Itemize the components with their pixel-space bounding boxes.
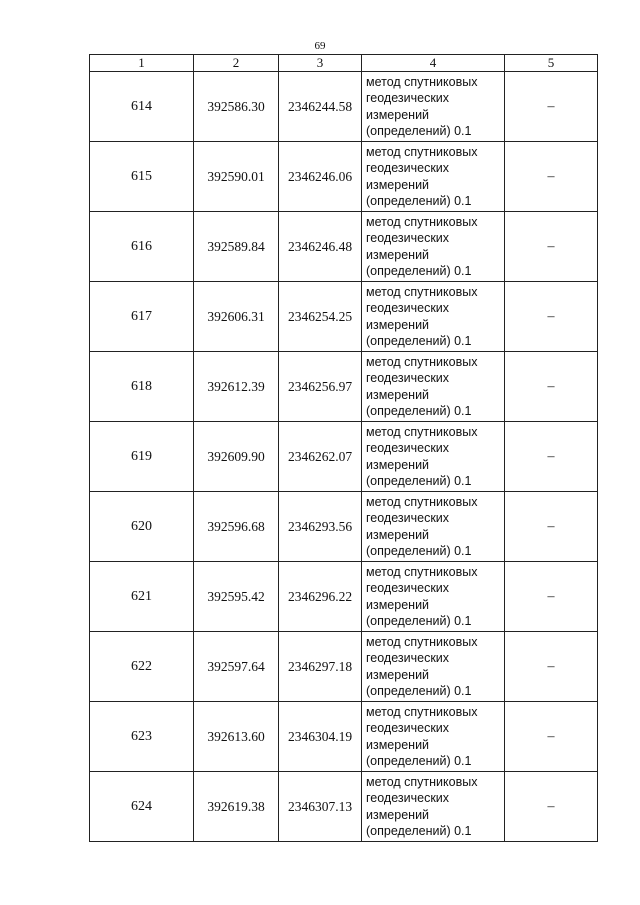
- point-number-cell: 621: [90, 562, 194, 632]
- table-body: [90, 72, 598, 842]
- table-row: [90, 72, 598, 142]
- method-cell: метод спутниковых геодезических измерений (определений) 0.1: [362, 492, 505, 562]
- table-row: [90, 142, 598, 212]
- note-cell: –: [505, 352, 598, 422]
- method-cell: метод спутниковых геодезических измерений (определений) 0.1: [362, 562, 505, 632]
- point-number-cell: 615: [90, 142, 194, 212]
- table-row: [90, 772, 598, 842]
- x-coordinate-cell: 392590.01: [194, 142, 279, 212]
- method-cell: метод спутниковых геодезических измерений (определений) 0.1: [362, 352, 505, 422]
- y-coordinate-cell: 2346246.48: [279, 212, 362, 282]
- x-coordinate-cell: 392612.39: [194, 352, 279, 422]
- point-number-cell: 616: [90, 212, 194, 282]
- method-cell: метод спутниковых геодезических измерений (определений) 0.1: [362, 142, 505, 212]
- note-cell: –: [505, 632, 598, 702]
- y-coordinate-cell: 2346304.19: [279, 702, 362, 772]
- header-row: [90, 55, 598, 72]
- y-coordinate-cell: 2346293.56: [279, 492, 362, 562]
- point-number-cell: 614: [90, 72, 194, 142]
- y-coordinate-cell: 2346246.06: [279, 142, 362, 212]
- point-number-cell: 622: [90, 632, 194, 702]
- table-row: [90, 352, 598, 422]
- table-row: [90, 282, 598, 352]
- y-coordinate-cell: 2346297.18: [279, 632, 362, 702]
- x-coordinate-cell: 392609.90: [194, 422, 279, 492]
- note-cell: –: [505, 702, 598, 772]
- point-number-cell: 620: [90, 492, 194, 562]
- header-col-2: 2: [194, 55, 279, 72]
- note-cell: –: [505, 212, 598, 282]
- y-coordinate-cell: 2346307.13: [279, 772, 362, 842]
- table-row: [90, 212, 598, 282]
- table-row: [90, 422, 598, 492]
- note-cell: –: [505, 142, 598, 212]
- table-row: [90, 702, 598, 772]
- x-coordinate-cell: 392596.68: [194, 492, 279, 562]
- x-coordinate-cell: 392589.84: [194, 212, 279, 282]
- header-col-1: 1: [90, 55, 194, 72]
- method-cell: метод спутниковых геодезических измерений (определений) 0.1: [362, 702, 505, 772]
- x-coordinate-cell: 392597.64: [194, 632, 279, 702]
- table-row: [90, 492, 598, 562]
- y-coordinate-cell: 2346254.25: [279, 282, 362, 352]
- point-number-cell: 619: [90, 422, 194, 492]
- method-cell: метод спутниковых геодезических измерений (определений) 0.1: [362, 72, 505, 142]
- point-number-cell: 618: [90, 352, 194, 422]
- header-col-5: 5: [505, 55, 598, 72]
- x-coordinate-cell: 392586.30: [194, 72, 279, 142]
- page-number: 69: [314, 40, 326, 52]
- method-cell: метод спутниковых геодезических измерений (определений) 0.1: [362, 282, 505, 352]
- note-cell: –: [505, 772, 598, 842]
- table-header: [90, 55, 598, 72]
- point-number-cell: 617: [90, 282, 194, 352]
- note-cell: –: [505, 282, 598, 352]
- y-coordinate-cell: 2346256.97: [279, 352, 362, 422]
- table-row: [90, 562, 598, 632]
- table-row: [90, 632, 598, 702]
- header-col-3: 3: [279, 55, 362, 72]
- method-cell: метод спутниковых геодезических измерений (определений) 0.1: [362, 772, 505, 842]
- y-coordinate-cell: 2346262.07: [279, 422, 362, 492]
- method-cell: метод спутниковых геодезических измерений (определений) 0.1: [362, 632, 505, 702]
- y-coordinate-cell: 2346296.22: [279, 562, 362, 632]
- point-number-cell: 623: [90, 702, 194, 772]
- note-cell: –: [505, 72, 598, 142]
- x-coordinate-cell: 392619.38: [194, 772, 279, 842]
- y-coordinate-cell: 2346244.58: [279, 72, 362, 142]
- point-number-cell: 624: [90, 772, 194, 842]
- header-col-4: 4: [362, 55, 505, 72]
- method-cell: метод спутниковых геодезических измерений (определений) 0.1: [362, 422, 505, 492]
- x-coordinate-cell: 392613.60: [194, 702, 279, 772]
- x-coordinate-cell: 392606.31: [194, 282, 279, 352]
- note-cell: –: [505, 422, 598, 492]
- note-cell: –: [505, 562, 598, 632]
- method-cell: метод спутниковых геодезических измерений (определений) 0.1: [362, 212, 505, 282]
- coordinates-table: [89, 54, 598, 842]
- x-coordinate-cell: 392595.42: [194, 562, 279, 632]
- note-cell: –: [505, 492, 598, 562]
